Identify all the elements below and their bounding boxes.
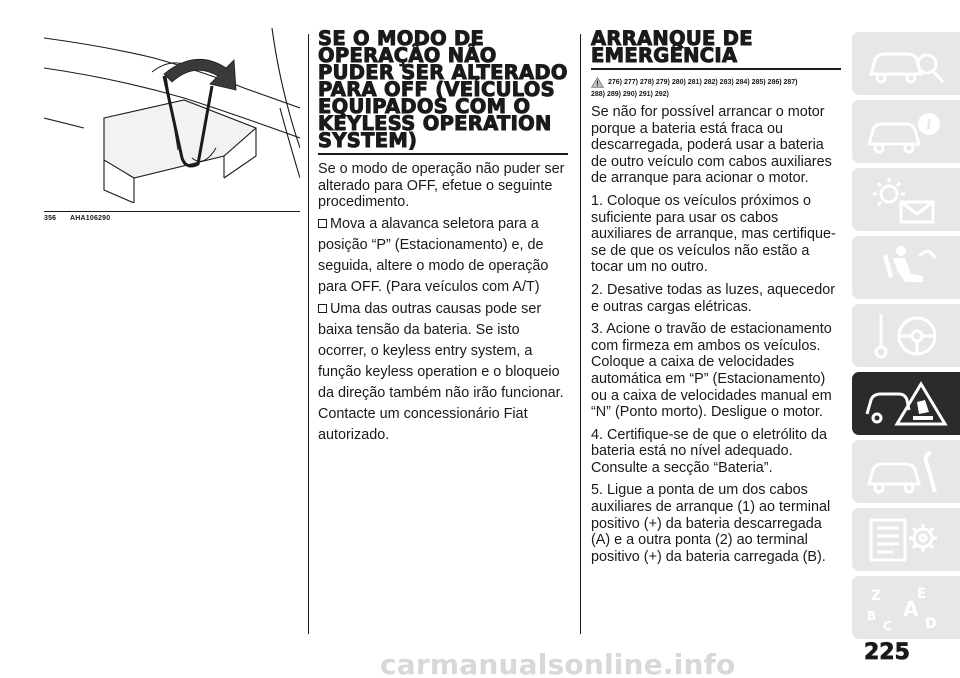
list-gear-icon [861, 514, 951, 566]
page-number: 225 [864, 640, 910, 665]
tab-car-overview[interactable] [852, 32, 960, 95]
reference-numbers: 276) 277) 278) 279) 280) 281) 282) 283) 284) 285) 286) 287) [608, 79, 798, 86]
bullet-text: Uma das outras causas pode ser baixa tensão da bateria. Se isto ocorrer, o keyless entry system, a função keyless operation e o bloqueio da direção também não irão funcionar. Contacte um concessionário Fiat autorizado. [318, 300, 564, 443]
bullet-item [318, 299, 568, 446]
alphabet-index-icon [861, 582, 951, 634]
figure-column [44, 28, 300, 222]
tab-technical-data[interactable] [852, 508, 960, 571]
step-item: 4. Certifique-se de que o eletrólito da bateria está no nível adequado. Consulte a secção “Bateria”. [591, 426, 827, 476]
step-item: 5. Ligue a ponta de um dos cabos auxiliares de arranque (1) ao terminal positivo (+) da bateria descarregada (A) e a outra ponta (2) ao terminal positivo (+) da bateria carregada (B). [591, 482, 831, 565]
section-heading: ARRANQUE DE EMERGÊNCIA [591, 27, 753, 67]
tab-starting-driving[interactable] [852, 304, 960, 367]
selector-lever-illustration [44, 28, 300, 203]
checkbox-bullet-icon [318, 219, 327, 228]
tab-lights-messages[interactable] [852, 168, 960, 231]
tab-safety[interactable] [852, 236, 960, 299]
svg-text:Z: Z [871, 587, 882, 604]
step-item: 1. Coloque os veículos próximos o suficiente para usar os cabos auxiliares de arranque, mas certifique-se de que os veículos não estão a tocar um no outro. [591, 192, 836, 276]
bullet-text: Mova a alavanca seletora para a posição “P” (Estacionamento) e, de seguida, altere o modo de operação para OFF. (Para veículos com A/T) [318, 215, 549, 295]
figure-illustration [44, 28, 300, 203]
car-wrench-icon [861, 446, 951, 498]
car-info-icon [861, 106, 951, 158]
step-item: 2. Desative todas as luzes, aquecedor e outras cargas elétricas. [591, 281, 835, 315]
chapter-tabs [852, 32, 960, 644]
svg-text:i: i [926, 116, 932, 133]
svg-text:A: A [903, 596, 919, 621]
heading-rule [591, 68, 841, 70]
intro-paragraph: Se não for possível arrancar o motor porque a bateria está fraca ou descarregada, poderá usar a bateria de outro veículo com cabos auxiliares de arranque para acionar o motor. [591, 104, 832, 187]
svg-text:C: C [883, 618, 892, 633]
section-mode-off [318, 27, 568, 446]
warning-triangle-icon [591, 77, 604, 88]
tab-car-info[interactable] [852, 100, 960, 163]
tab-maintenance[interactable] [852, 440, 960, 503]
svg-text:B: B [867, 608, 877, 623]
car-magnifier-icon [861, 38, 951, 90]
heading-rule [318, 153, 568, 155]
bullet-item [318, 214, 568, 298]
tab-index[interactable] [852, 576, 960, 639]
section-emergency-start [591, 27, 841, 571]
column-divider [580, 34, 581, 634]
watermark: carmanualsonline.info [380, 648, 736, 678]
figure-rule [44, 211, 300, 212]
light-envelope-icon [861, 174, 951, 226]
reference-numbers: 288) 289) 290) 291) 292) [591, 91, 669, 98]
checkbox-bullet-icon [318, 304, 327, 313]
section-heading: SE O MODO DE OPERAÇÃO NÃO PUDER SER ALTERADO PARA OFF (VEÍCULOS EQUIPADOS COM O KEYLESS OPERATION SYSTEM) [318, 27, 568, 152]
car-warning-triangle-icon [861, 378, 951, 430]
seat-airbag-icon [861, 242, 951, 294]
svg-text:D: D [925, 615, 937, 632]
key-steering-wheel-icon [861, 310, 951, 362]
tab-emergency[interactable] [852, 372, 960, 435]
figure-code: AHA106290 [70, 215, 111, 222]
svg-text:E: E [917, 585, 927, 602]
figure-page-ref: 356 [44, 215, 57, 222]
warning-references [591, 76, 841, 89]
figure-caption [44, 215, 300, 222]
column-divider [308, 34, 309, 634]
intro-paragraph: Se o modo de operação não puder ser alterado para OFF, efetue o seguinte procedimento. [318, 161, 565, 211]
step-item: 3. Acione o travão de estacionamento com firmeza em ambos os veículos. Coloque a caixa de velocidades automática em “P” (Estacionamento) ou a caixa de velocidades manual em “N” (Ponto morto). Desligue o motor. [591, 321, 832, 421]
